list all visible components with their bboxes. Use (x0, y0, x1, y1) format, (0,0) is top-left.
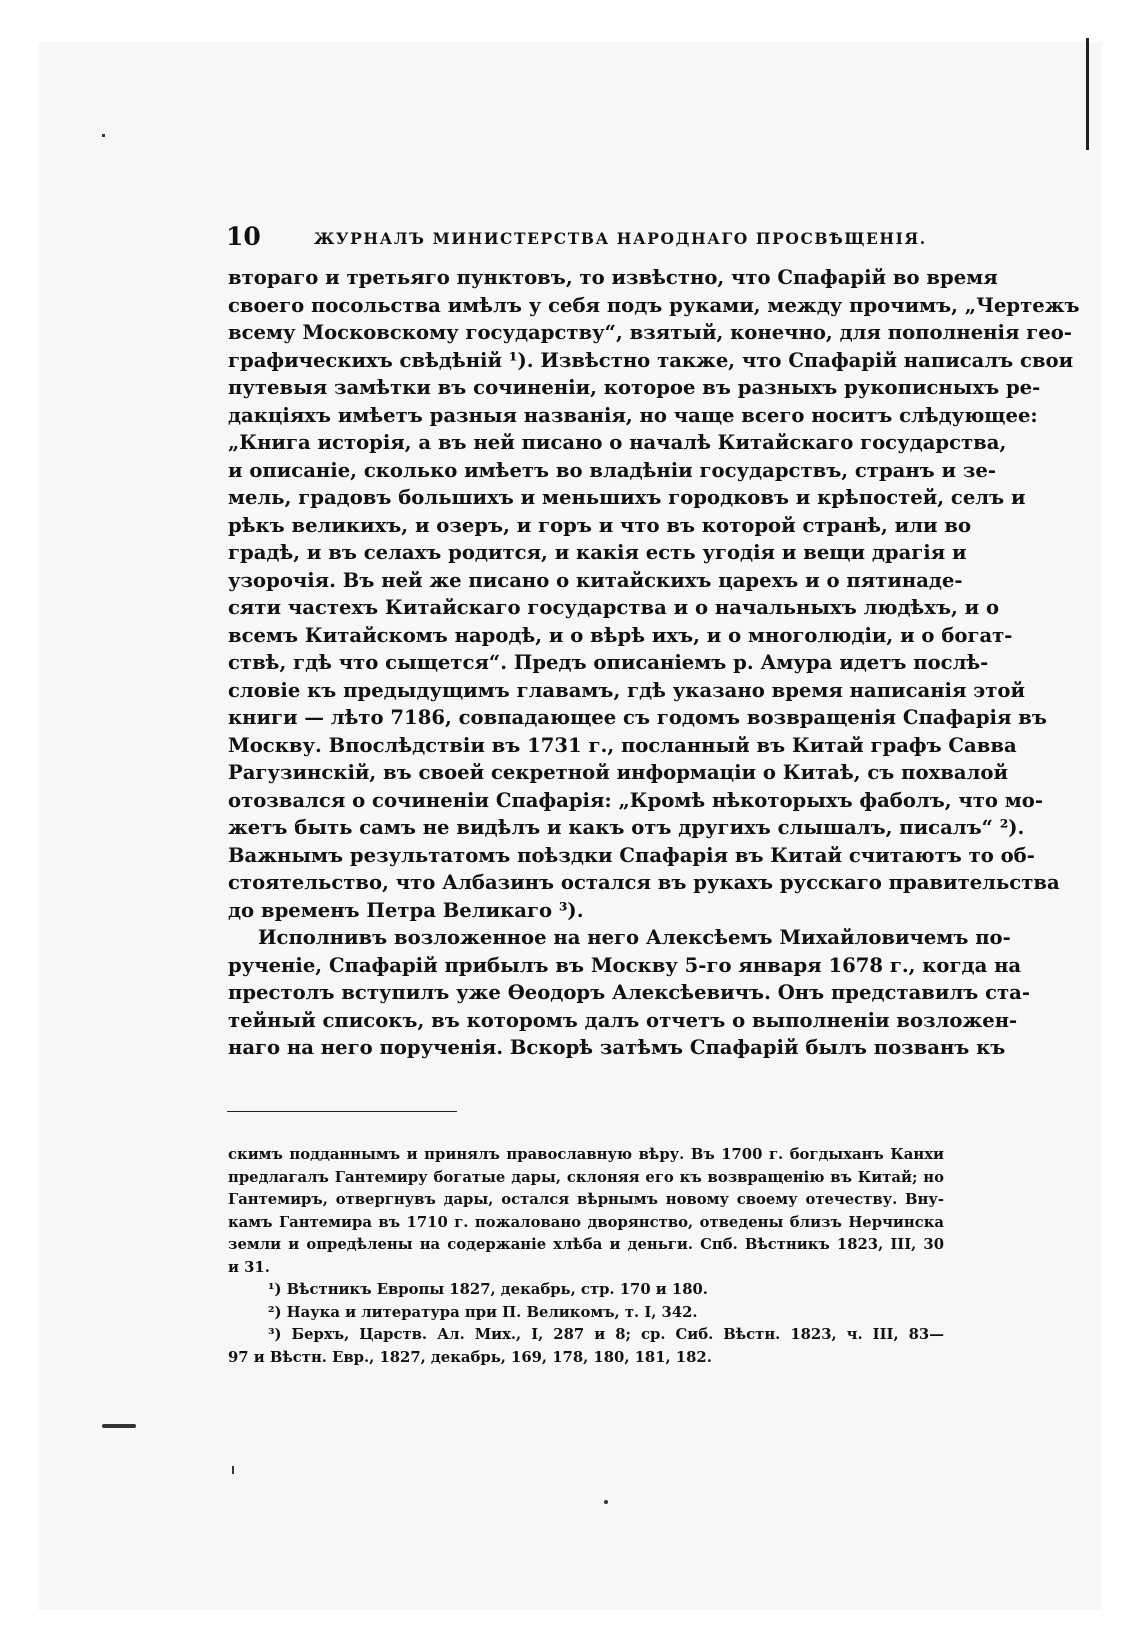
body-line: „Книга исторія, а въ ней писано о началѣ Китайскаго государства, (228, 431, 1007, 454)
page-header (226, 222, 946, 258)
running-title: ЖУРНАЛЪ МИНИСТЕРСТВА НАРОДНАГО ПРОСВѢЩЕНІЯ. (314, 229, 927, 248)
footnote-line: земли и опредѣлены на содержаніе хлѣба и деньги. Спб. Вѣстникъ 1823, III, 30 (228, 1236, 944, 1253)
body-line: путевыя замѣтки въ сочиненіи, которое въ разныхъ рукописныхъ ре- (228, 376, 1041, 399)
body-line: мель, градовъ большихъ и меньшихъ городковъ и крѣпостей, селъ и (228, 486, 1026, 509)
footnote-separator (227, 1111, 457, 1112)
body-line: и описаніе, сколько имѣетъ во владѣніи государствъ, странъ и зе- (228, 458, 996, 482)
footnote-3: ³) Берхъ, Царств. Ал. Мих., I, 287 и 8; ср. Сиб. Вѣстн. 1823, ч. III, 83— (268, 1326, 944, 1343)
body-line: узорочія. Въ ней же писано о китайскихъ царехъ и о пятинаде- (228, 568, 963, 592)
body-line: жетъ быть самъ не видѣлъ и какъ отъ другихъ слышалъ, писалъ“ ²). (228, 816, 1025, 839)
body-line: рученіе, Спафарій прибылъ въ Москву 5-го января 1678 г., когда на (228, 953, 1022, 977)
body-line: стоятельство, что Албазинъ остался въ рукахъ русскаго правительства (228, 871, 1060, 894)
footnote-line: Гантемиръ, отвергнувъ дары, остался вѣрнымъ новому своему отечеству. Вну- (228, 1191, 944, 1208)
body-line: книги — лѣто 7186, совпадающее съ годомъ возвращенія Спафарія въ (228, 706, 1047, 729)
body-line: графическихъ свѣдѣній ¹). Извѣстно также, что Спафарій написалъ свои (228, 348, 1074, 372)
body-line: словіе къ предыдущимъ главамъ, гдѣ указано время написанія этой (228, 678, 1025, 702)
body-line: сяти частехъ Китайскаго государства и о начальныхъ людѣхъ, и о (228, 596, 1000, 619)
footnotes (228, 1144, 944, 1369)
body-line: Москву. Впослѣдствіи въ 1731 г., посланный въ Китай графъ Савва (228, 733, 1017, 757)
footnote-1: ¹) Вѣстникъ Европы 1827, декабрь, стр. 170 и 180. (268, 1281, 708, 1298)
body-line: градѣ, и въ селахъ родится, и какія есть угодія и вещи драгія и (228, 541, 967, 564)
body-line: рѣкъ великихъ, и озеръ, и горъ и что въ которой странѣ, или во (228, 513, 972, 537)
body-line: Важнымъ результатомъ поѣздки Спафарія въ Китай считаютъ то об- (228, 843, 1035, 867)
body-line: до временъ Петра Великаго ³). (228, 898, 584, 922)
scan-speck (102, 134, 105, 137)
body-line: наго на него порученія. Вскорѣ затѣмъ Спафарій былъ позванъ къ (228, 1036, 1006, 1059)
page-number: 10 (226, 222, 261, 251)
body-text (228, 264, 1080, 1062)
body-line: Исполнивъ возложенное на него Алексѣемъ Михайловичемъ по- (258, 926, 1011, 949)
body-line: тейный списокъ, въ которомъ далъ отчетъ о выполненіи возложен- (228, 1008, 1018, 1032)
scan-speck (102, 1424, 136, 1428)
body-line: всему Московскому государству“, взятый, конечно, для пополненія гео- (228, 321, 1072, 344)
scan-speck (604, 1500, 608, 1504)
body-line: Рагузинскій, въ своей секретной информаціи о Китаѣ, съ похвалой (228, 761, 1008, 784)
body-line: своего посольства имѣлъ у себя подъ руками, между прочимъ, „Чертежъ (228, 293, 1080, 317)
body-line: ствѣ, гдѣ что сыщется“. Предъ описаніемъ р. Амура идетъ послѣ- (228, 651, 989, 674)
footnote-line: камъ Гантемира въ 1710 г. пожаловано дворянство, отведены близъ Нерчинска (228, 1213, 944, 1231)
body-line: престолъ вступилъ уже Ѳеодоръ Алексѣевичъ. Онъ представилъ ста- (228, 981, 1031, 1004)
margin-rule (1086, 38, 1089, 150)
body-line: всемъ Китайскомъ народѣ, и о вѣрѣ ихъ, и о многолюдіи, и о богат- (228, 623, 1013, 647)
footnote-3-continued: 97 и Вѣстн. Евр., 1827, декабрь, 169, 178, 180, 181, 182. (228, 1348, 712, 1366)
footnote-line: и 31. (228, 1258, 270, 1276)
body-line: отозвался о сочиненіи Спафарія: „Кромѣ нѣкоторыхъ фаболъ, что мо- (228, 788, 1044, 812)
footnote-line: скимъ подданнымъ и принялъ православную вѣру. Въ 1700 г. богдыханъ Канхи (228, 1146, 944, 1163)
body-line: втораго и третьяго пунктовъ, то извѣстно, что Спафарій во время (228, 266, 998, 289)
scan-speck (232, 1466, 234, 1474)
footnote-line: предлагалъ Гантемиру богатые дары, склоняя его къ возвращенію въ Китай; но (228, 1168, 944, 1186)
body-line: дакціяхъ имѣетъ разныя названія, но чаще всего носитъ слѣдующее: (228, 403, 1038, 427)
footnote-2: ²) Наука и литература при П. Великомъ, т. I, 342. (268, 1303, 698, 1321)
